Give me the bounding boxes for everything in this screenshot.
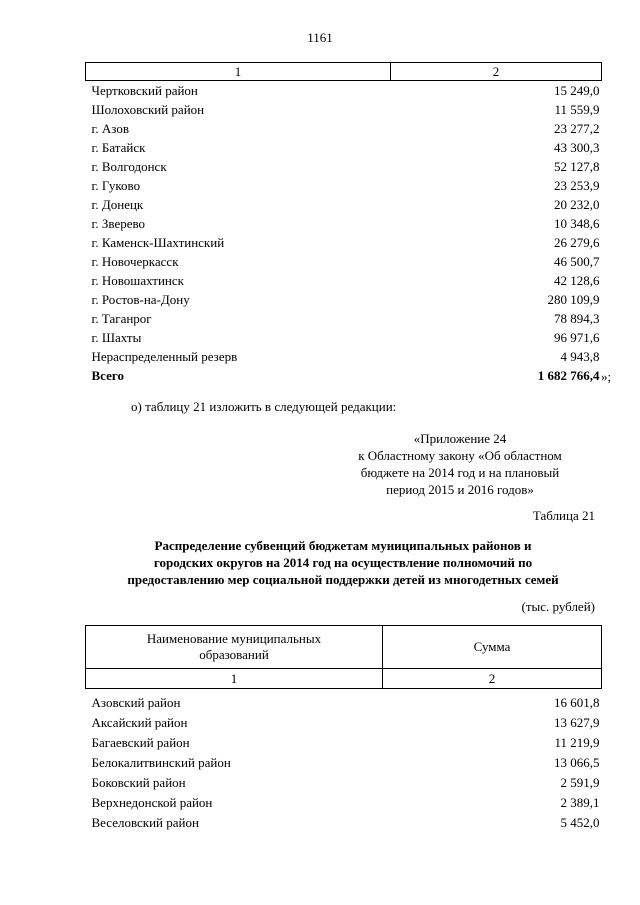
appendix-line: бюджете на 2014 год и на плановый bbox=[360, 465, 560, 480]
table-row bbox=[86, 713, 602, 733]
table-row bbox=[86, 233, 602, 252]
column-header-sum: Сумма bbox=[383, 626, 602, 669]
row-name: Веселовский район bbox=[91, 815, 199, 830]
table-row bbox=[86, 347, 602, 366]
row-name: Азовский район bbox=[91, 695, 181, 710]
row-name: г. Каменск-Шахтинский bbox=[91, 235, 225, 250]
row-name: г. Зверево bbox=[91, 216, 146, 231]
row-name: Багаевский район bbox=[91, 735, 190, 750]
column-number-1: 1 bbox=[86, 63, 391, 81]
table-row bbox=[86, 195, 602, 214]
row-name: г. Новошахтинск bbox=[91, 273, 184, 288]
row-value: 15 249,0 bbox=[554, 83, 600, 98]
row-name: г. Донецк bbox=[91, 197, 144, 212]
table-row bbox=[86, 81, 602, 101]
row-name: г. Шахты bbox=[91, 330, 142, 345]
row-value: 4 943,8 bbox=[560, 349, 600, 364]
table-row bbox=[86, 138, 602, 157]
column-header-name bbox=[86, 626, 383, 669]
row-value: 11 559,9 bbox=[554, 102, 600, 117]
table-row bbox=[86, 157, 602, 176]
table-row bbox=[86, 214, 602, 233]
row-value: 42 128,6 bbox=[554, 273, 600, 288]
row-value: 13 627,9 bbox=[554, 715, 600, 730]
row-name: г. Гуково bbox=[91, 178, 141, 193]
table-row bbox=[86, 271, 602, 290]
row-value: 78 894,3 bbox=[554, 311, 600, 326]
page-number: 1161 bbox=[307, 30, 333, 45]
row-value: 43 300,3 bbox=[554, 140, 600, 155]
row-name: Чертковский район bbox=[91, 83, 198, 98]
units-label: (тыс. рублей) bbox=[521, 599, 595, 614]
row-value: 23 253,9 bbox=[554, 178, 600, 193]
appendix-line: к Областному закону «Об областном bbox=[358, 448, 562, 463]
row-name: г. Таганрог bbox=[91, 311, 152, 326]
table-row bbox=[86, 290, 602, 309]
budget-table-continued bbox=[85, 62, 602, 385]
table-row bbox=[86, 793, 602, 813]
appendix-reference bbox=[310, 430, 610, 498]
total-label: Всего bbox=[91, 368, 124, 383]
column-header-line: Наименование муниципальных bbox=[146, 631, 322, 646]
row-name: Верхнедонской район bbox=[91, 795, 213, 810]
row-name: Аксайский район bbox=[91, 715, 188, 730]
row-name: г. Ростов-на-Дону bbox=[91, 292, 190, 307]
row-name: г. Батайск bbox=[91, 140, 146, 155]
table-title bbox=[85, 537, 601, 588]
subvention-table bbox=[85, 625, 602, 833]
row-name: г. Волгодонск bbox=[91, 159, 167, 174]
appendix-line: «Приложение 24 bbox=[413, 431, 507, 446]
row-value: 23 277,2 bbox=[554, 121, 600, 136]
row-value: 96 971,6 bbox=[554, 330, 600, 345]
table-row bbox=[86, 693, 602, 713]
table-row bbox=[86, 773, 602, 793]
row-value: 11 219,9 bbox=[554, 735, 600, 750]
total-row bbox=[86, 366, 602, 385]
row-name: Шолоховский район bbox=[91, 102, 205, 117]
column-header-line: образований bbox=[199, 647, 269, 662]
row-value: 10 348,6 bbox=[554, 216, 600, 231]
table-row bbox=[86, 309, 602, 328]
table-title-line: городских округов на 2014 год на осуществление полномочий по bbox=[153, 555, 533, 570]
row-name: г. Азов bbox=[91, 121, 129, 136]
row-name: Нераспределенный резерв bbox=[91, 349, 238, 364]
row-value: 26 279,6 bbox=[554, 235, 600, 250]
total-closing-quote: »; bbox=[601, 369, 612, 384]
row-value: 20 232,0 bbox=[554, 197, 600, 212]
row-name: Боковский район bbox=[91, 775, 186, 790]
table-row bbox=[86, 100, 602, 119]
column-number-row bbox=[86, 669, 602, 689]
row-value: 2 389,1 bbox=[560, 795, 600, 810]
table-row bbox=[86, 753, 602, 773]
column-number-1: 1 bbox=[86, 669, 383, 689]
total-value: 1 682 766,4 bbox=[537, 368, 600, 383]
row-value: 2 591,9 bbox=[560, 775, 600, 790]
amendment-instruction: о) таблицу 21 изложить в следующей редакции: bbox=[131, 399, 397, 414]
table-row bbox=[86, 252, 602, 271]
row-value: 13 066,5 bbox=[554, 755, 600, 770]
column-number-2: 2 bbox=[383, 669, 602, 689]
table-number-label: Таблица 21 bbox=[532, 508, 595, 523]
row-value: 52 127,8 bbox=[554, 159, 600, 174]
row-value: 16 601,8 bbox=[554, 695, 600, 710]
table-row bbox=[86, 119, 602, 138]
row-value: 5 452,0 bbox=[560, 815, 600, 830]
row-value: 46 500,7 bbox=[554, 254, 600, 269]
table-row bbox=[86, 328, 602, 347]
table-row bbox=[86, 176, 602, 195]
row-name: Белокалитвинский район bbox=[91, 755, 231, 770]
table-row bbox=[86, 733, 602, 753]
table-row bbox=[86, 813, 602, 833]
row-name: г. Новочеркасск bbox=[91, 254, 179, 269]
table-title-line: Распределение субвенций бюджетам муниципальных районов и bbox=[154, 538, 532, 553]
table-header-row bbox=[86, 626, 602, 669]
table-header-row bbox=[86, 63, 602, 81]
row-value: 280 109,9 bbox=[547, 292, 600, 307]
table-title-line: предоставлению мер социальной поддержки детей из многодетных семей bbox=[127, 572, 559, 587]
appendix-line: период 2015 и 2016 годов» bbox=[386, 482, 534, 497]
column-number-2: 2 bbox=[391, 63, 602, 81]
